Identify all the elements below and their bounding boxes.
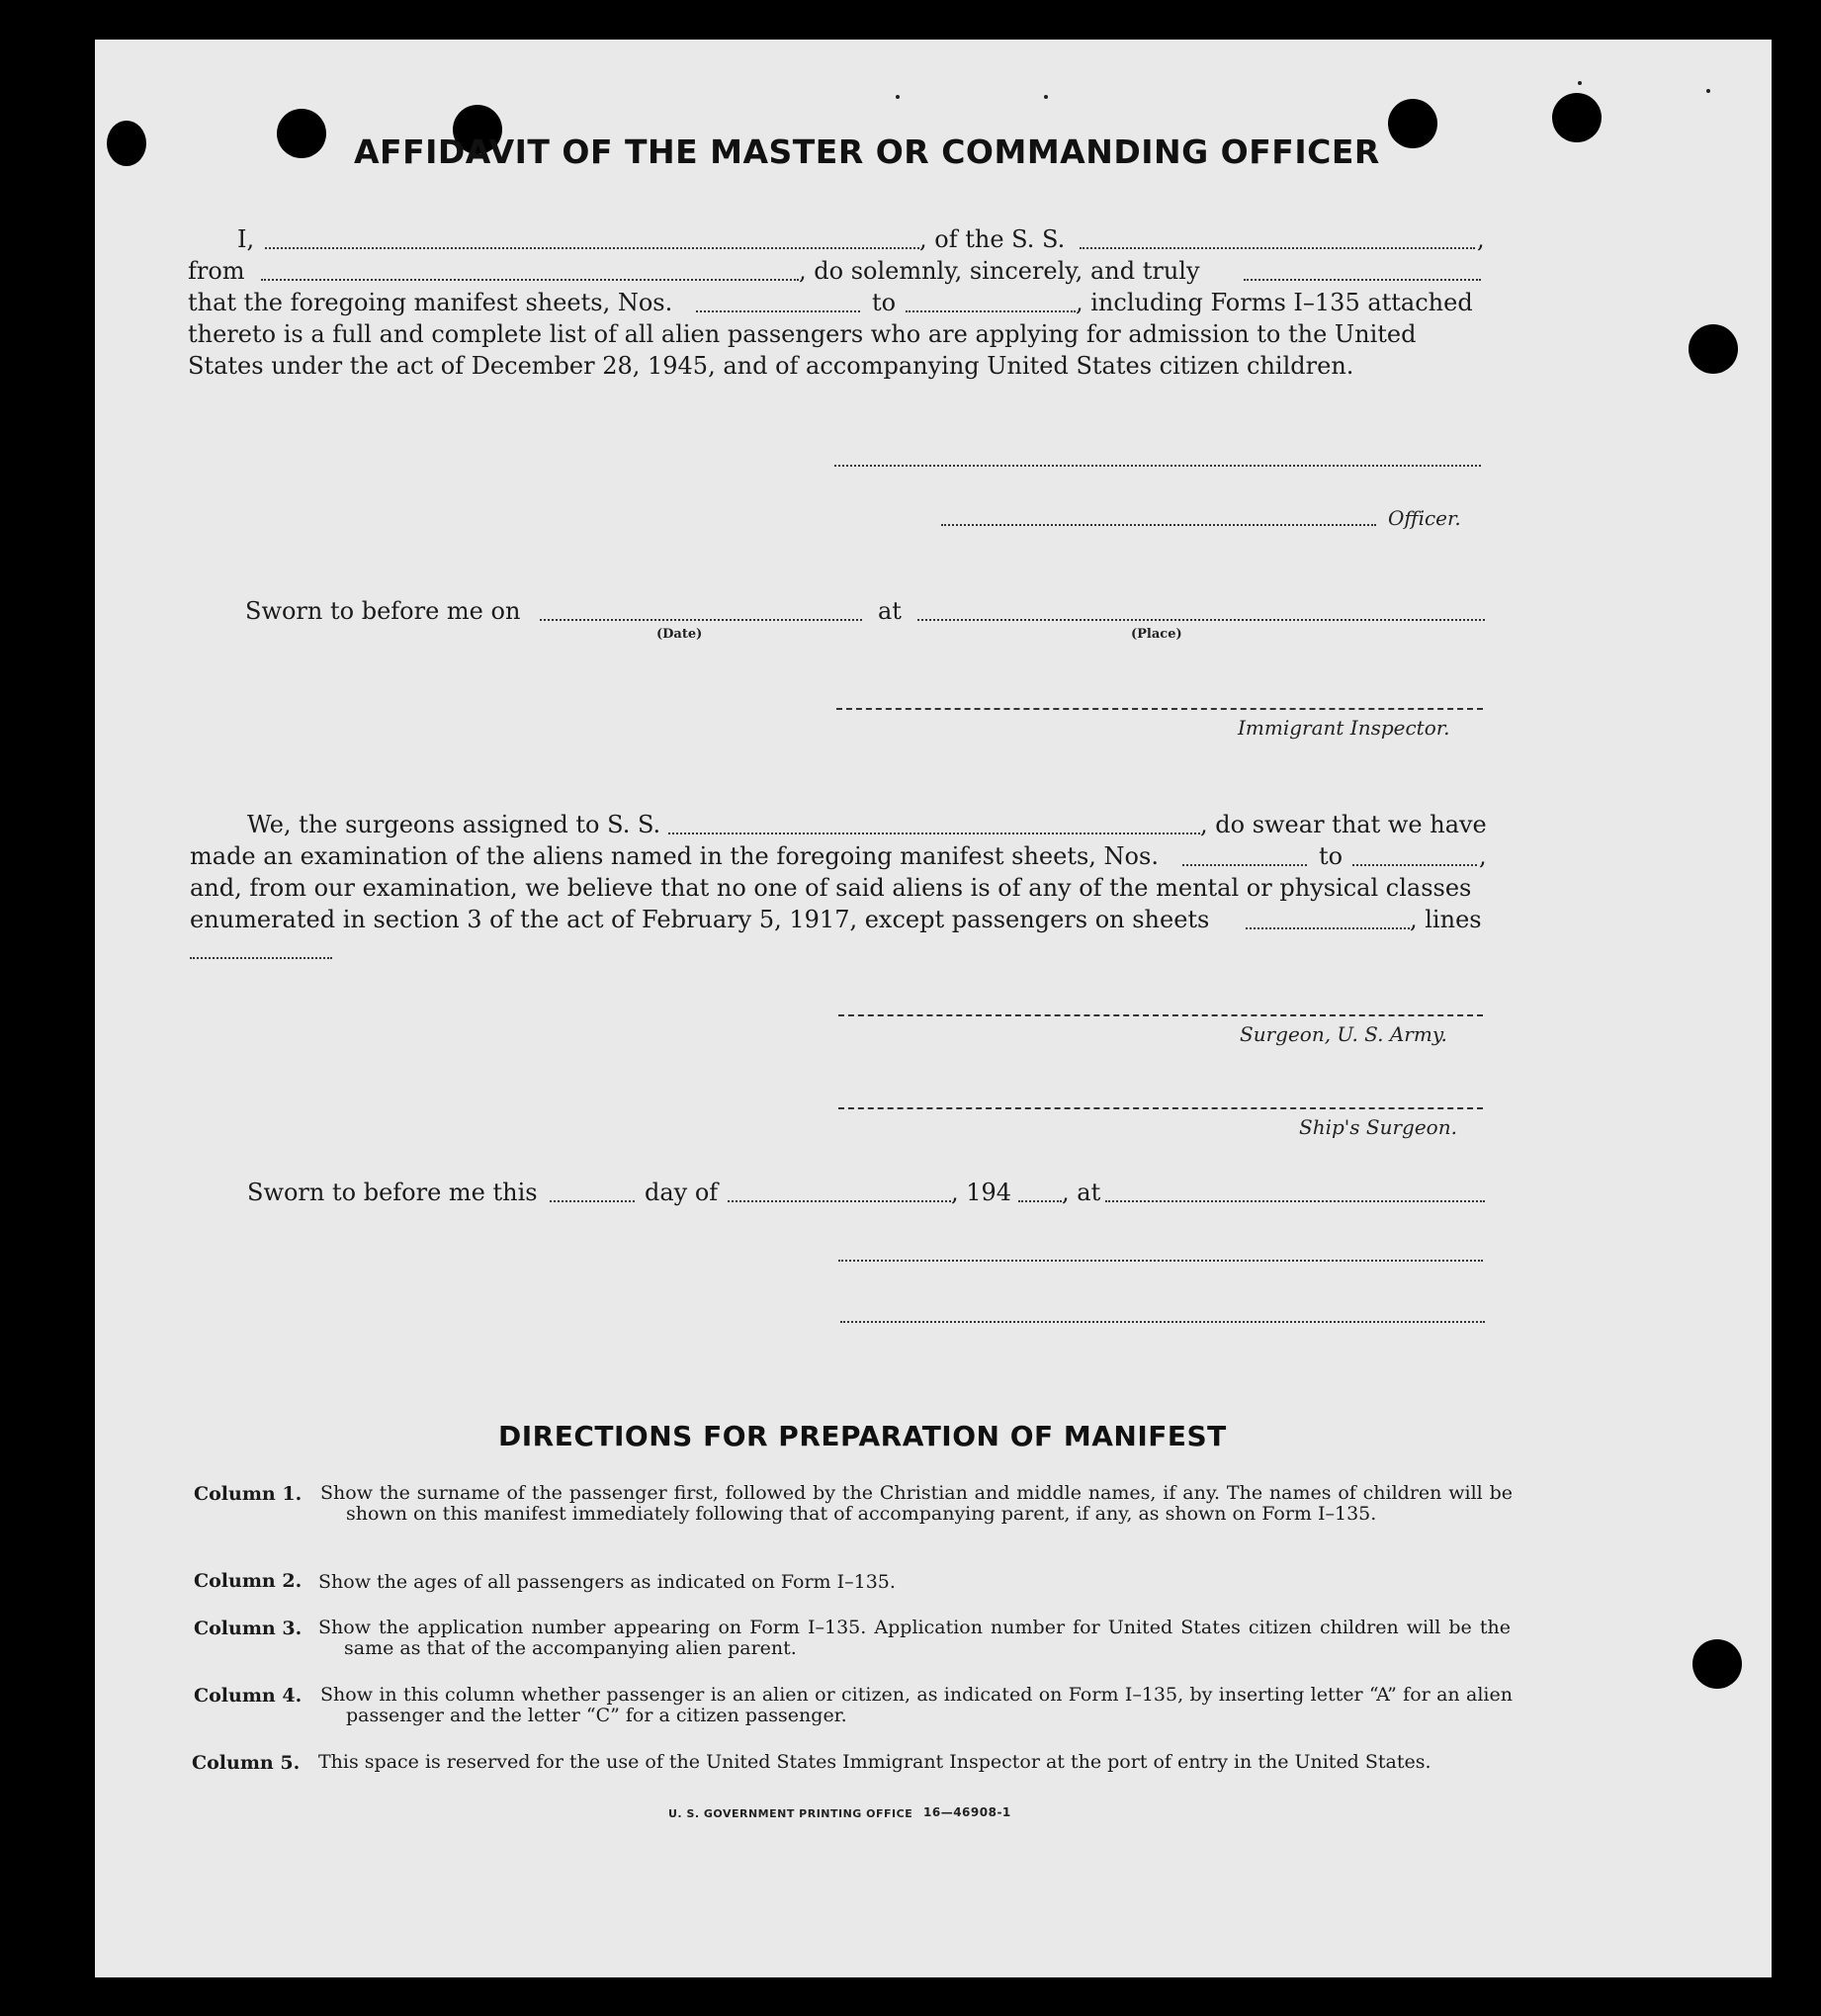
sworn1-prefix: Sworn to before me on — [245, 597, 521, 625]
column-2-label: Column 2. — [194, 1570, 303, 1592]
affidavit-line-5: States under the act of December 28, 1945, and of accompanying United States citizen children. — [188, 352, 1354, 380]
sheet-from-line — [696, 310, 860, 312]
date-caption: (Date) — [656, 627, 703, 642]
officer-signature-line-1 — [834, 465, 1481, 467]
surgeons-lines-line — [190, 957, 332, 959]
affidavit-text-sheets: that the foregoing manifest sheets, Nos. — [188, 289, 673, 316]
surgeons-text-comma: , — [1479, 842, 1487, 870]
punch-hole-5 — [1689, 324, 1738, 374]
surgeons-sheet-from-line — [1182, 864, 1307, 866]
sworn2-at: , at — [1062, 1179, 1101, 1206]
affidavit-text-to: to — [872, 289, 897, 316]
departure-port-line — [261, 279, 799, 281]
surgeons-line-3: and, from our examination, we believe that no one of said aliens is of any of the mental or physical classes — [190, 874, 1472, 902]
officer-label: Officer. — [1388, 506, 1461, 530]
inspector-label: Immigrant Inspector. — [1238, 716, 1450, 740]
column-2-text: Show the ages of all passengers as indicated on Form I–135. — [318, 1571, 896, 1593]
inspector-signature-line — [836, 708, 1483, 710]
ship-surgeon-label: Ship's Surgeon. — [1299, 1115, 1457, 1139]
sheet-to-line — [906, 310, 1076, 312]
affidavit-text-comma: , — [1477, 225, 1485, 253]
sworn1-date-line — [540, 619, 862, 621]
sworn2-year-line — [1018, 1200, 1062, 1202]
oath-word-line — [1244, 279, 1481, 281]
affidavit-text-including: , including Forms I–135 attached — [1076, 289, 1473, 316]
surgeons-sheet-to-line — [1352, 864, 1477, 866]
surgeons-sheets-line — [1246, 927, 1410, 929]
punch-hole-1 — [277, 109, 326, 158]
place-caption: (Place) — [1131, 627, 1182, 642]
sworn2-prefix: Sworn to before me this — [247, 1179, 538, 1206]
officer-signature-line-2 — [941, 524, 1376, 526]
ship-surgeon-signature-line — [838, 1107, 1483, 1109]
column-1-label: Column 1. — [194, 1483, 303, 1505]
surgeons-text-we: We, the surgeons assigned to S. S. — [247, 811, 661, 838]
affidavit-text-solemnly: , do solemnly, sincerely, and truly — [799, 257, 1200, 285]
army-surgeon-signature-line — [838, 1014, 1483, 1016]
surgeons-text-swear: , do swear that we have — [1200, 811, 1487, 838]
sworn2-year: , 194 — [951, 1179, 1012, 1206]
surgeons-text-enumerated: enumerated in section 3 of the act of February 5, 1917, except passengers on sheets — [190, 906, 1210, 933]
column-5-label: Column 5. — [192, 1752, 301, 1774]
affidavit-text-from: from — [188, 257, 245, 285]
dust-speck — [1044, 95, 1048, 99]
surgeons-text-to: to — [1319, 842, 1344, 870]
dust-speck — [896, 95, 900, 99]
master-name-line — [265, 247, 919, 249]
surgeons-ship-line — [668, 833, 1200, 834]
ship-name-line — [1080, 247, 1475, 249]
dust-speck — [1706, 89, 1710, 93]
column-1-text: Show the surname of the passenger first, followed by the Christian and middle names, if any. The names of children will be shown on this manifest immediately following that of accompanying parent, if any, as shown on Form I–135. — [320, 1482, 1513, 1525]
surgeons-text-lines: , lines — [1410, 906, 1482, 933]
printer-imprint: U. S. GOVERNMENT PRINTING OFFICE — [668, 1807, 913, 1820]
column-5-text: This space is reserved for the use of the United States Immigrant Inspector at the port of entry in the United States. — [318, 1751, 1431, 1773]
column-3-text: Show the application number appearing on Form I–135. Application number for United States citizen children will be the same as that of the accompanying alien parent. — [318, 1617, 1511, 1659]
army-surgeon-label: Surgeon, U. S. Army. — [1240, 1022, 1447, 1046]
sworn1-place-line — [917, 619, 1485, 621]
sworn2-day-line — [550, 1200, 635, 1202]
sworn2-month-line — [728, 1200, 951, 1202]
dust-speck — [1578, 81, 1582, 85]
affidavit-text-of-ss: , of the S. S. — [919, 225, 1066, 253]
punch-hole-3 — [1388, 99, 1437, 148]
directions-title: DIRECTIONS FOR PREPARATION OF MANIFEST — [498, 1420, 1227, 1452]
column-4-text: Show in this column whether passenger is an alien or citizen, as indicated on Form I–135, by inserting letter “A” for an alien passenger and the letter “C” for a citizen passenger. — [320, 1684, 1513, 1726]
sworn1-at: at — [878, 597, 902, 625]
sworn2-day-of: day of — [645, 1179, 719, 1206]
sworn2-signature-line-2 — [840, 1321, 1485, 1323]
sworn2-signature-line-1 — [838, 1260, 1483, 1262]
affidavit-line-4: thereto is a full and complete list of all alien passengers who are applying for admission to the United — [188, 320, 1417, 348]
page-title: AFFIDAVIT OF THE MASTER OR COMMANDING OFFICER — [354, 132, 1380, 171]
column-4-label: Column 4. — [194, 1685, 303, 1707]
punch-hole-7 — [107, 121, 146, 166]
affidavit-text-i: I, — [237, 225, 255, 253]
sworn2-place-line — [1105, 1200, 1485, 1202]
column-3-label: Column 3. — [194, 1618, 303, 1639]
punch-hole-4 — [1552, 93, 1602, 142]
surgeons-text-made: made an examination of the aliens named in the foregoing manifest sheets, Nos. — [190, 842, 1159, 870]
form-page — [95, 40, 1772, 1977]
punch-hole-6 — [1692, 1639, 1742, 1689]
form-code: 16—46908-1 — [923, 1805, 1011, 1819]
